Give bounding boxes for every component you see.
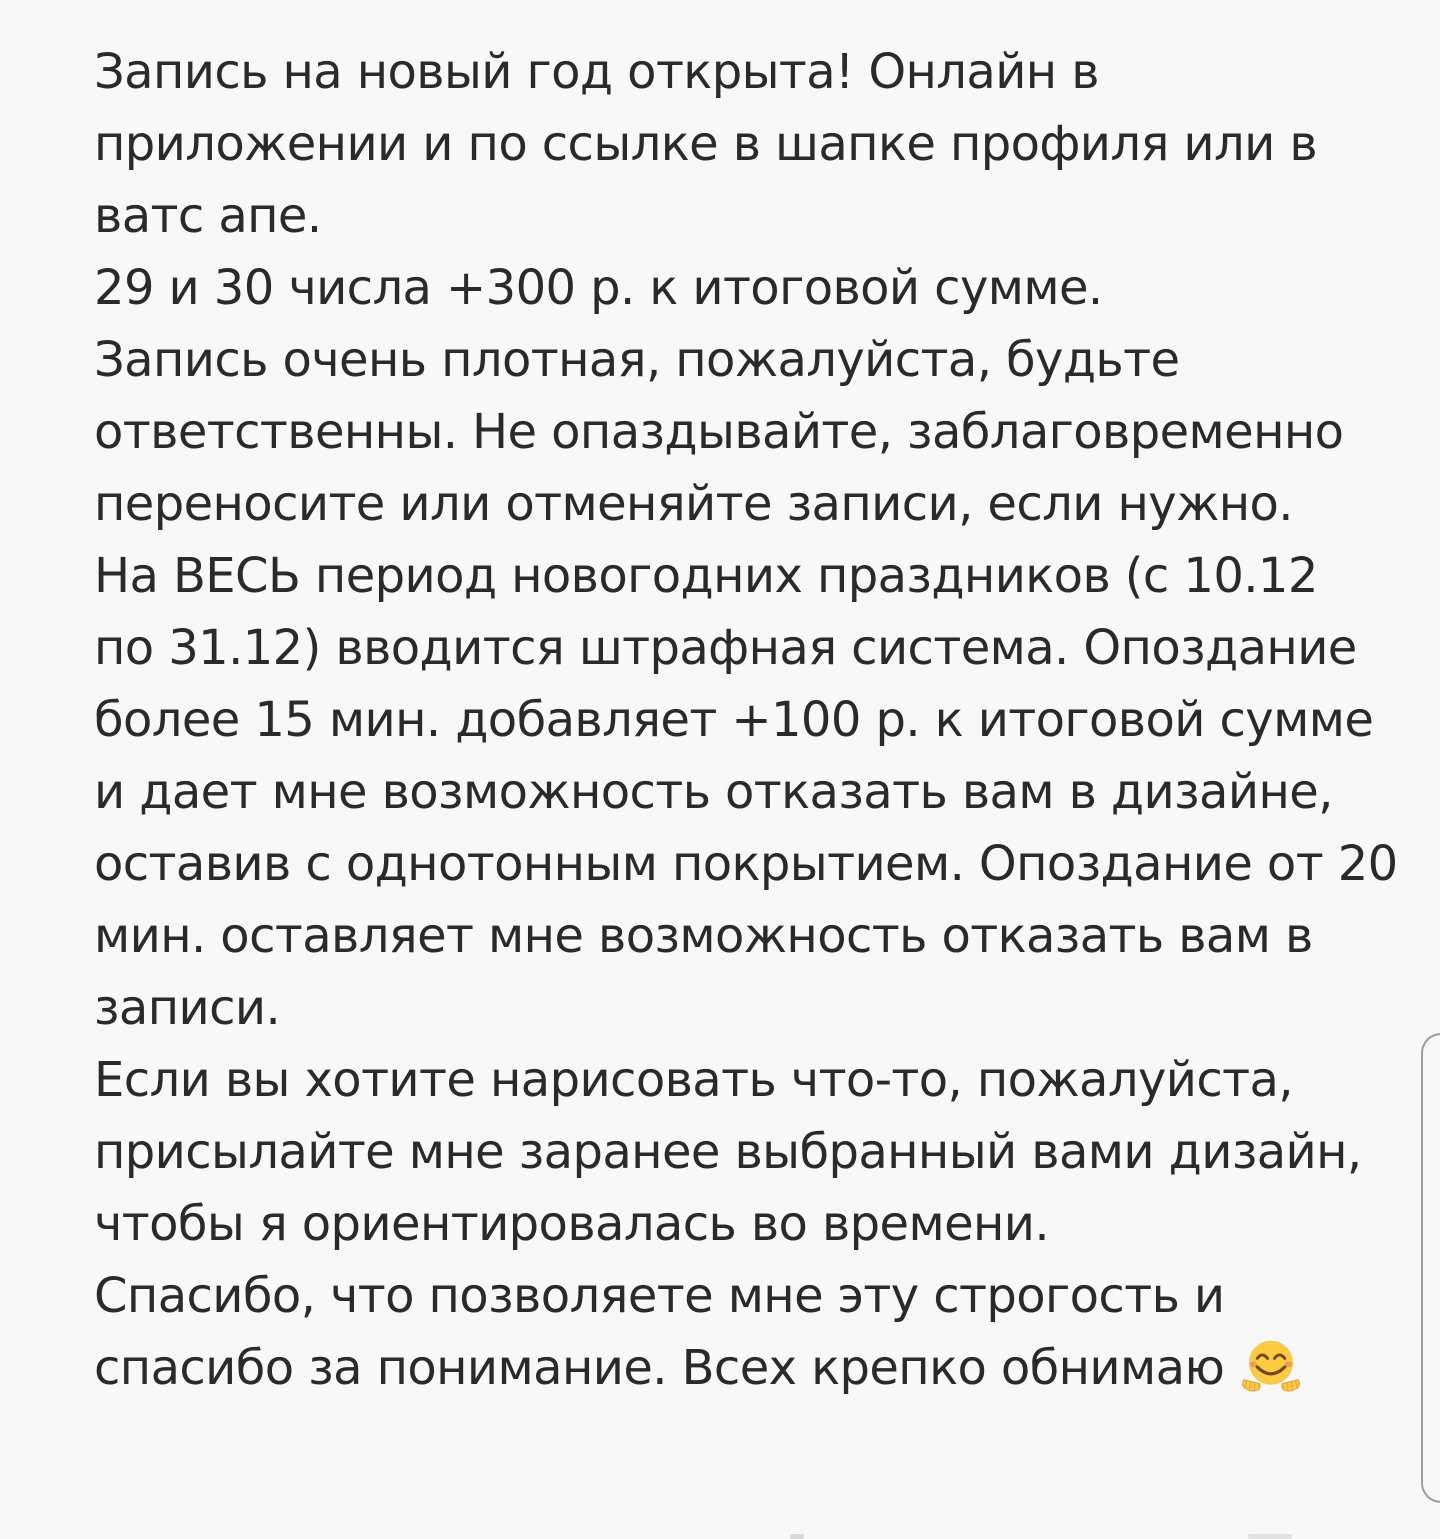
text-line-text: спасибо за понимание. Всех крепко обнимаю [94,1340,1225,1396]
text-line: присылайте мне заранее выбранный вами дизайн, [94,1124,1362,1180]
text-line: чтобы я ориентировалась во времени. [94,1196,1050,1252]
cutoff-text-artifact [1248,1534,1292,1539]
text-line: записи. [94,980,281,1036]
scroll-indicator[interactable] [1421,1033,1440,1503]
text-line [94,1332,1394,1404]
text-line: 29 и 30 числа +300 р. к итоговой сумме. [94,260,1103,316]
text-line: Если вы хотите нарисовать что-то, пожалуйста, [94,1052,1293,1108]
text-line: Спасибо, что позволяете мне эту строгость и [94,1268,1225,1324]
text-line: переносите или отменяйте записи, если нужно. [94,476,1293,532]
hugging-face-emoji [1240,1336,1302,1398]
text-line: Запись на новый год открыта! Онлайн в [94,44,1099,100]
text-line: ответственны. Не опаздывайте, заблаговременно [94,404,1344,460]
note-text-block [94,36,1398,1404]
text-line: На ВЕСЬ период новогодних праздников (с 10.12 [94,548,1318,604]
text-line: мин. оставляет мне возможность отказать вам в [94,908,1313,964]
text-line: ватс апе. [94,188,322,244]
text-line: оставив с однотонным покрытием. Опоздание от 20 [94,836,1398,892]
text-line: более 15 мин. добавляет +100 р. к итоговой сумме [94,692,1374,748]
cutoff-text-artifact [790,1534,804,1539]
text-line: и дает мне возможность отказать вам в дизайне, [94,764,1333,820]
text-line: приложении и по ссылке в шапке профиля или в [94,116,1318,172]
text-line: Запись очень плотная, пожалуйста, будьте [94,332,1180,388]
text-line: по 31.12) вводится штрафная система. Опоздание [94,620,1357,676]
